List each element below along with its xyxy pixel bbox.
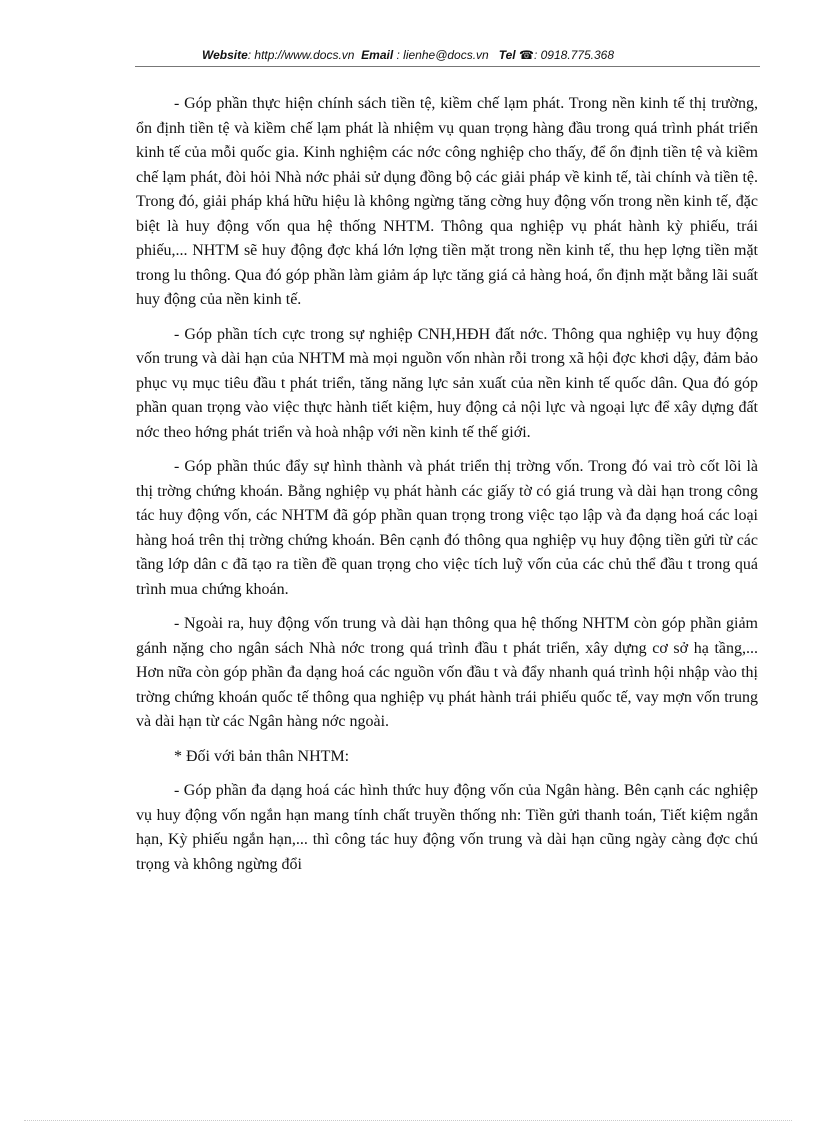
footer-divider (24, 1120, 792, 1121)
paragraph: - Góp phần thực hiện chính sách tiền tệ, kiềm chế lạm phát. Trong nền kinh tế thị trường, ổn định tiền tệ và kiềm chế lạm phát là nhiệm vụ quan trọng hàng đầu trong quá trình phát triển kinh tế của mỗi quốc gia. Kinh nghiệm các nớc công nghiệp cho thấy, để ổn định tiền tệ và kiềm chế lạm phát, đòi hỏi Nhà nớc phải sử dụng đồng bộ các giải pháp về kinh tế, tài chính và tiền tệ. Trong đó, giải pháp khá hữu hiệu là không ngừng tăng cờng huy động vốn trong nền kinh tế, đặc biệt là huy động vốn qua hệ thống NHTM. Thông qua nghiệp vụ phát hành kỳ phiếu, trái phiếu,... NHTM sẽ huy động đợc khá lớn lợng tiền mặt trong nền kinh tế, thu hẹp lợng tiền mặt trong lu thông. Qua đó góp phần làm giảm áp lực tăng giá cả hàng hoá, ổn định mặt bằng lãi suất huy động của nền kinh tế. (136, 95, 758, 308)
paragraph: - Góp phần thúc đẩy sự hình thành và phát triển thị trờng vốn. Trong đó vai trò cốt lõi là thị trờng chứng khoán. Bằng nghiệp vụ phát hành các giấy tờ có giá trung và dài hạn trong công tác huy động vốn, các NHTM đã góp phần quan trọng trong việc tạo lập và đa dạng hoá các loại hàng hoá trên thị trờng chứng khoán. Bên cạnh đó thông qua nghiệp vụ huy động tiền gửi từ các tầng lớp dân c đã tạo ra tiền đề quan trọng cho việc tích luỹ vốn của các chủ thể đầu t trong quá trình mua chứng khoán. (136, 458, 758, 598)
website-value: : http://www.docs.vn (247, 48, 355, 62)
website-label: Website (201, 48, 248, 62)
paragraph: - Góp phần đa dạng hoá các hình thức huy động vốn của Ngân hàng. Bên cạnh các nghiệp vụ huy động vốn ngắn hạn mang tính chất truyền thống nh: Tiền gửi thanh toán, Tiết kiệm ngắn hạn, Kỳ phiếu ngắn hạn,... thì công tác huy động vốn trung và dài hạn cũng ngày càng đợc chú trọng và không ngừng đổi (136, 782, 758, 873)
paragraph: - Góp phần tích cực trong sự nghiệp CNH,HĐH đất nớc. Thông qua nghiệp vụ huy động vốn trung và dài hạn của NHTM mà mọi nguồn vốn nhàn rỗi trong xã hội đợc khơi dậy, đảm bảo phục vụ mục tiêu đầu t phát triển, tăng năng lực sản xuất của nền kinh tế quốc dân. Qua đó góp phần quan trọng vào việc thực hành tiết kiệm, huy động cả nội lực và ngoại lực để xây dựng đất nớc theo hớng phát triển và hoà nhập với nền kinh tế thế giới. (136, 325, 758, 441)
section-heading: * Đối với bản thân NHTM: (174, 747, 350, 765)
paragraph: - Ngoài ra, huy động vốn trung và dài hạn thông qua hệ thống NHTM còn góp phần giảm gánh nặng cho ngân sách Nhà nớc trong quá trình đầu t phát triển, xây dựng cơ sở hạ tầng,... Hơn nữa còn góp phần đa dạng hoá các nguồn vốn đầu t và đẩy nhanh quá trình hội nhập vào thị trờng chứng khoán quốc tế thông qua nghiệp vụ phát hành trái phiếu quốc tế, vay mợn vốn trung và dài hạn từ các Ngân hàng nớc ngoài. (136, 615, 758, 730)
email-value: : lienhe@docs.vn (396, 48, 489, 62)
header-divider (135, 66, 760, 67)
email-label: Email (361, 48, 394, 62)
tel-label: Tel (498, 48, 516, 62)
tel-value: : 0918.775.368 (533, 48, 615, 62)
phone-icon: ☎ (519, 48, 534, 62)
document-body (136, 92, 758, 887)
page-header (0, 48, 816, 62)
